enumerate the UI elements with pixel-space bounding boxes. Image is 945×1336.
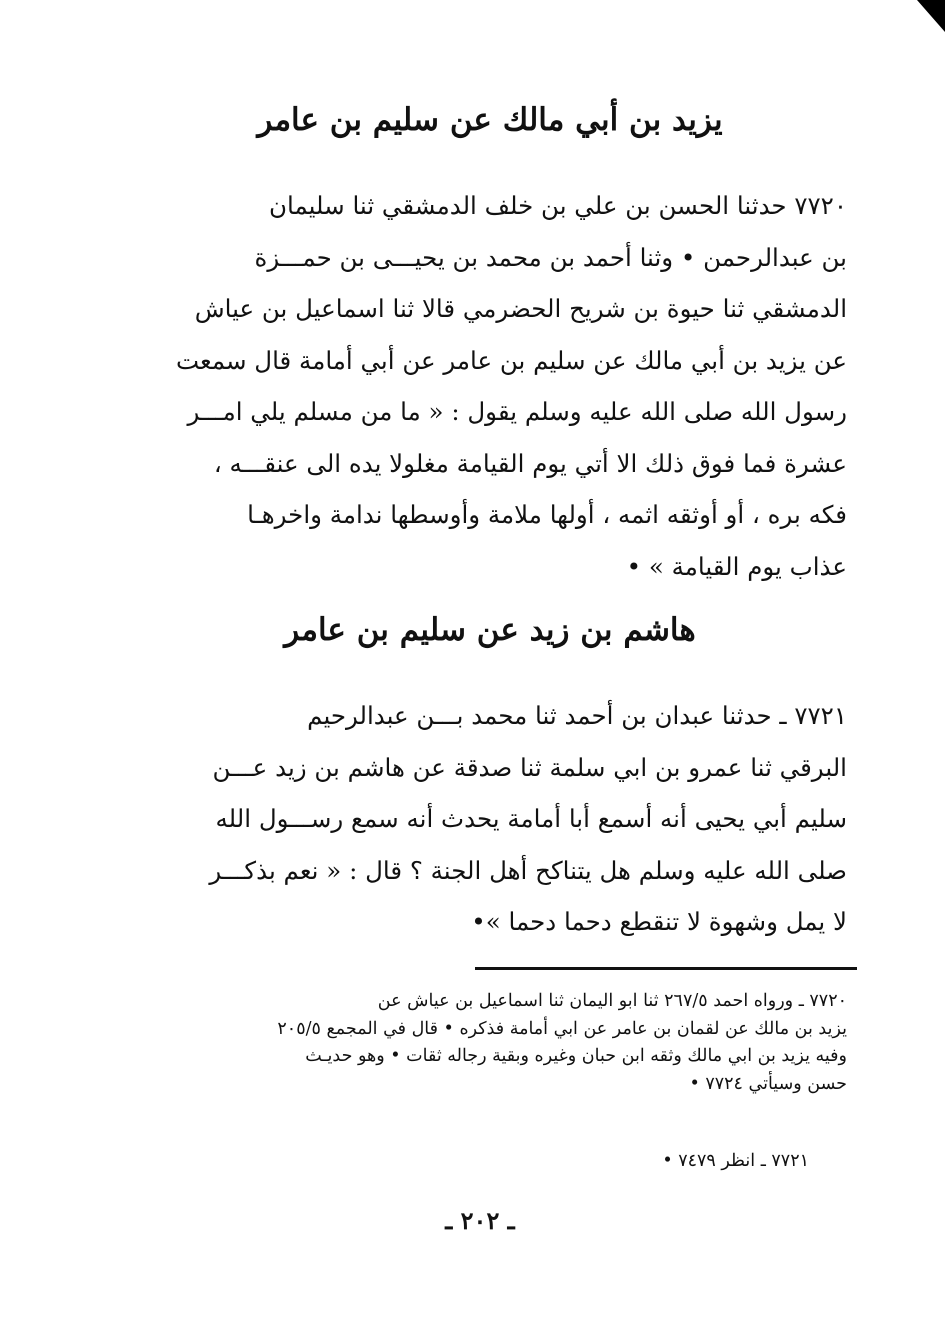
text-line: البرقي ثنا عمرو بن ابي سلمة ثنا صدقة عن هاشم بن زيد عـــن (212, 752, 847, 782)
text-line: فكه بره ، أو أوثقه اثمه ، أولها ملامة وأوسطها ندامة واخرهـا (247, 500, 847, 529)
footnote-line: يزيد بن مالك عن لقمان بن عامر عن ابي أمامة فذكره • قال في المجمع ٢٠٥/٥ (277, 1018, 847, 1039)
text-line: عذاب يوم القيامة » • (626, 551, 847, 581)
footnote-line: حسن وسيأتي ٧٧٢٤ • (689, 1073, 847, 1094)
page-number: ـ ٢٠٢ ـ (445, 1206, 515, 1235)
footnote-7720 (135, 988, 847, 1098)
text-line: ٧٧٢١ ـ حدثنا عبدان بن أحمد ثنا محمد بـــن عبدالرحيم (307, 701, 847, 730)
footnote-line: ٧٧٢١ ـ انظر ٧٤٧٩ • (662, 1151, 809, 1171)
footnote-7721 (135, 1148, 847, 1176)
text-line: لا يمل وشهوة لا تنقطع دحما دحما »• (471, 907, 847, 936)
hadith-7720-text (135, 180, 847, 592)
hadith-7721-text (135, 690, 847, 948)
text-line: سليم أبي يحيى أنه أسمع أبا أمامة يحدث أنه سمع رســـول الله (215, 804, 847, 833)
footnote-line: ٧٧٢٠ ـ ورواه احمد ٢٦٧/٥ ثنا ابو اليمان ثنا اسماعيل بن عياش عن (377, 991, 847, 1011)
corner-mark (917, 0, 945, 32)
text-line: صلى الله عليه وسلم هل يتناكح أهل الجنة ؟ قال : « نعم بذكـــر (209, 855, 847, 885)
text-line: رسول الله صلى الله عليه وسلم يقول : « ما من مسلم يلي امـــر (187, 397, 847, 426)
section-heading-1: يزيد بن أبي مالك عن سليم بن عامر (257, 102, 723, 138)
section-heading-2: هاشم بن زيد عن سليم بن عامر (284, 612, 696, 648)
text-line: ٧٧٢٠ حدثنا الحسن بن علي بن خلف الدمشقي ثنا سليمان (269, 191, 847, 220)
text-line: بن عبدالرحمن • وثنا أحمد بن محمد بن يحيـــى بن حمـــزة (254, 242, 847, 272)
text-line: الدمشقي ثنا حيوة بن شريح الحضرمي قالا ثنا اسماعيل بن عياش (194, 294, 847, 323)
footnote-divider (475, 967, 857, 970)
text-line: عن يزيد بن أبي مالك عن سليم بن عامر عن أبي أمامة قال سمعت (175, 345, 847, 375)
footnote-line: وفيه يزيد بن ابي مالك وثقه ابن حبان وغيره وبقية رجاله ثقات • وهو حديـث (305, 1046, 847, 1066)
text-line: عشرة فما فوق ذلك الا أتي يوم القيامة مغلولا يده الى عنقـــه ، (213, 448, 847, 478)
